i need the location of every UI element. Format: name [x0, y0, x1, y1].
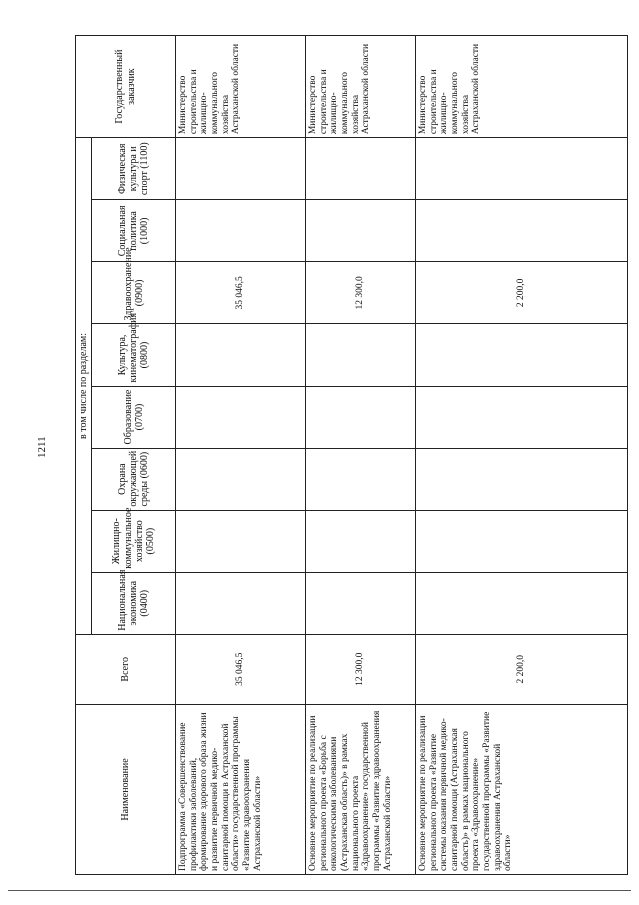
row-value-0600 [306, 448, 416, 510]
row-value-0900: 2 200,0 [416, 262, 628, 324]
header-section-0900: Здравоохранение (0900) [92, 262, 176, 324]
row-value-1100 [306, 138, 416, 200]
row-customer: Министерство строительства и жилищно-коммунального хозяйства Астраханской области [306, 36, 416, 138]
row-name: Подпрограмма «Совершенствование профилактики заболеваний, формирование здорового образа жизни и развитие первичной медико-санитарной помощи в Астраханской области» государственной программы «Развитие здравоохранения Астраханской области» [176, 704, 306, 874]
row-value-0500 [176, 510, 306, 572]
header-section-0700: Образование (0700) [92, 386, 176, 448]
table-row [306, 36, 416, 875]
row-name: Основное мероприятие по реализации регионального проекта «Борьба с онкологическими заболеваниями (Астраханская область)» в рамках национального проекта «Здравоохранение» государственной программы «Развитие здравоохранения Астраханской области» [306, 704, 416, 874]
table-row [416, 36, 628, 875]
row-value-0600 [416, 448, 628, 510]
row-value-0700 [416, 386, 628, 448]
row-value-0500 [306, 510, 416, 572]
header-section-0600: Охрана окружающей среды (0600) [92, 448, 176, 510]
row-total: 2 200,0 [416, 634, 628, 704]
row-value-1000 [306, 200, 416, 262]
header-customer: Государственный заказчик [76, 36, 176, 138]
row-value-1100 [416, 138, 628, 200]
row-value-1100 [176, 138, 306, 200]
row-value-0800 [416, 324, 628, 386]
row-total: 35 046,5 [176, 634, 306, 704]
budget-table [75, 35, 628, 875]
header-section-0800: Культура, кинематография (0800) [92, 324, 176, 386]
header-section-0400: Национальная экономика (0400) [92, 572, 176, 634]
row-value-0900: 35 046,5 [176, 262, 306, 324]
header-sections-group: в том числе по разделам: [76, 138, 92, 635]
row-value-0500 [416, 510, 628, 572]
row-value-0400 [416, 572, 628, 634]
row-value-0600 [176, 448, 306, 510]
row-value-0900: 12 300,0 [306, 262, 416, 324]
row-value-0800 [306, 324, 416, 386]
row-value-0700 [176, 386, 306, 448]
header-section-1100: Физическая культура и спорт (1100) [92, 138, 176, 200]
header-section-1000: Социальная политика (1000) [92, 200, 176, 262]
header-name: Наименование [76, 704, 176, 874]
row-value-0400 [306, 572, 416, 634]
budget-table-frame [75, 35, 625, 875]
header-section-0500: Жилищно-коммунальное хозяйство (0500) [92, 510, 176, 572]
row-value-1000 [416, 200, 628, 262]
header-total: Всего [76, 634, 176, 704]
header-row-1 [76, 36, 92, 875]
row-value-0800 [176, 324, 306, 386]
row-value-0400 [176, 572, 306, 634]
page-number: 1211 [36, 436, 48, 458]
row-value-0700 [306, 386, 416, 448]
footer-divider [8, 890, 631, 891]
row-value-1000 [176, 200, 306, 262]
row-customer: Министерство строительства и жилищно-коммунального хозяйства Астраханской области [176, 36, 306, 138]
table-row [176, 36, 306, 875]
row-total: 12 300,0 [306, 634, 416, 704]
row-name: Основное мероприятие по реализации регионального проекта «Развитие системы оказания первичной медико-санитарной помощи (Астраханская область)» в рамках национального проекта «Здравоохранение» государственной программы «Развитие здравоохранения Астраханской области» [416, 704, 628, 874]
row-customer: Министерство строительства и жилищно-коммунального хозяйства Астраханской области [416, 36, 628, 138]
rotated-table-container [75, 35, 625, 875]
